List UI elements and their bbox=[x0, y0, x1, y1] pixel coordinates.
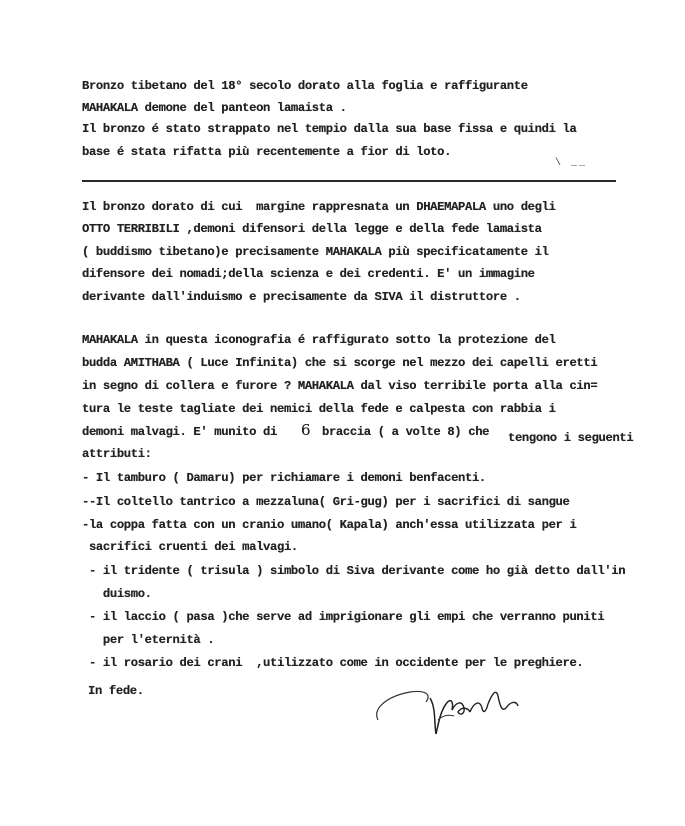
list-item: sacrifici cruenti dei malvagi. bbox=[82, 540, 298, 554]
text-line: braccia ( a volte 8) che bbox=[322, 425, 490, 439]
text-line: in segno di collera e furore ? MAHAKALA dal viso terribile porta alla cin= bbox=[82, 379, 598, 393]
text-line: MAHAKALA demone del panteon lamaista . bbox=[82, 101, 347, 115]
text-line: difensore dei nomadi;della scienza e dei credenti. E' un immagine bbox=[82, 267, 535, 281]
text-line: base é stata rifatta più recentemente a fior di loto. bbox=[82, 145, 452, 159]
text-line: tengono i seguenti bbox=[508, 431, 634, 445]
list-item: --Il coltello tantrico a mezzaluna( Gri-gug) per i sacrifici di sangue bbox=[82, 495, 570, 509]
list-item: - il rosario dei crani ,utilizzato come in occidente per le preghiere. bbox=[82, 656, 584, 670]
text-line: budda AMITHABA ( Luce Infinita) che si scorge nel mezzo dei capelli eretti bbox=[82, 356, 598, 370]
list-item: - il tridente ( trisula ) simbolo di Siva derivante come ho già detto dall'in bbox=[82, 564, 626, 578]
list-item: - il laccio ( pasa )che serve ad imprigionare gli empi che verranno puniti bbox=[82, 610, 605, 624]
list-item: duismo. bbox=[82, 587, 152, 601]
handwritten-number: 6 bbox=[301, 421, 311, 439]
text-line: OTTO TERRIBILI ,demoni difensori della legge e della fede lamaista bbox=[82, 222, 542, 236]
text-line: Il bronzo é stato strappato nel tempio dalla sua base fissa e quindi la bbox=[82, 122, 577, 136]
closing-text: In fede. bbox=[88, 684, 144, 698]
text-line: attributi: bbox=[82, 447, 152, 461]
text-line: derivante dall'induismo e precisamente da SIVA il distruttore . bbox=[82, 290, 521, 304]
ink-marks: \ __ bbox=[555, 158, 588, 169]
list-item: -la coppa fatta con un cranio umano( Kapala) anch'essa utilizzata per i bbox=[82, 518, 577, 532]
list-item: per l'eternità . bbox=[82, 633, 215, 647]
list-item: - Il tamburo ( Damaru) per richiamare i demoni benfacenti. bbox=[82, 471, 486, 485]
text-line: Bronzo tibetano del 18° secolo dorato alla foglia e raffigurante bbox=[82, 79, 528, 93]
text-line: demoni malvagi. E' munito di bbox=[82, 425, 277, 439]
text-line: Il bronzo dorato di cui margine rappresnata un DHAEMAPALA uno degli bbox=[82, 200, 556, 214]
signature-image bbox=[370, 678, 540, 740]
text-line: ( buddismo tibetano)e precisamente MAHAKALA più specificatamente il bbox=[82, 245, 549, 259]
text-line: MAHAKALA in questa iconografia é raffigurato sotto la protezione del bbox=[82, 333, 556, 347]
horizontal-rule bbox=[82, 180, 616, 182]
text-line: tura le teste tagliate dei nemici della fede e calpesta con rabbia i bbox=[82, 402, 556, 416]
